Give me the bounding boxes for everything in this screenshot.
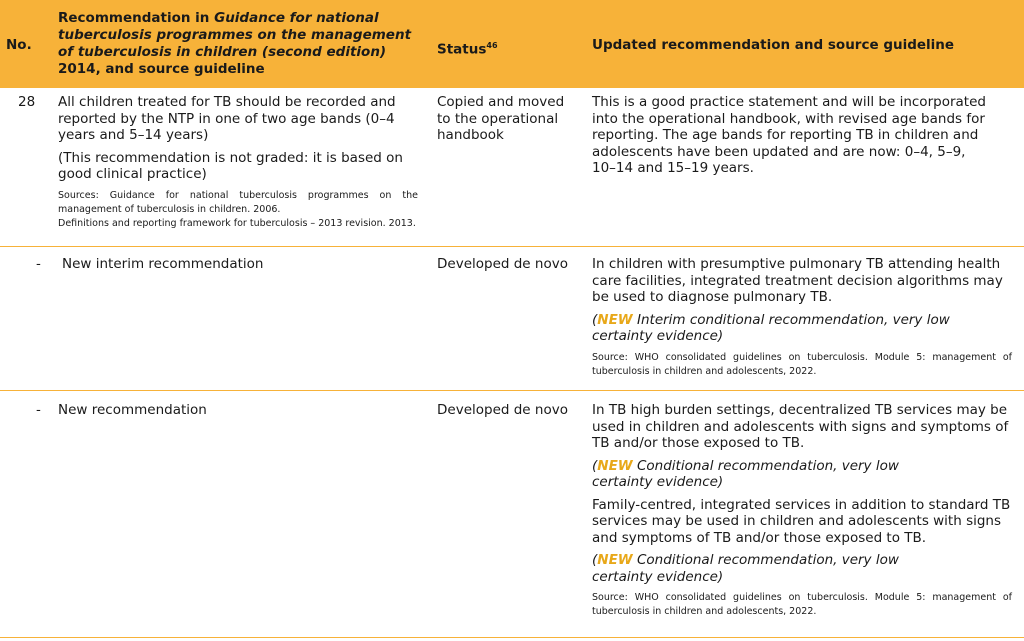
header-status: Status$^{46}$ bbox=[437, 41, 498, 58]
row-recommendation: New interim recommendation bbox=[62, 256, 264, 272]
row-status: Copied and moved to the operational handbook bbox=[437, 94, 565, 143]
row-separator bbox=[0, 246, 1024, 247]
row-separator bbox=[0, 637, 1024, 638]
row-updated bbox=[592, 402, 1012, 619]
new-badge: NEW bbox=[597, 552, 633, 568]
updated-text: In children with presumptive pulmonary TB attending health care facilities, integrated treatment decision algorithms may be used to diagnose pulmonary TB. bbox=[592, 256, 1003, 305]
header-updated: Updated recommendation and source guideline bbox=[592, 37, 955, 53]
row-separator bbox=[0, 390, 1024, 391]
row-updated bbox=[592, 256, 1012, 379]
source-citation: Source: WHO consolidated guidelines on tuberculosis. Module 5: management of tuberculosis in children and adolescents, 2022. bbox=[592, 351, 1012, 377]
new-badge: NEW bbox=[597, 457, 633, 474]
row-recommendation: New recommendation bbox=[58, 402, 207, 418]
updated-text-1: In TB high burden settings, decentralized TB services may be used in children and adolescents with signs and symptoms of TB and/or those exposed to TB. bbox=[592, 402, 1009, 451]
header-recommendation: Recommendation in Guidance for national tuberculosis programmes on the management of tuberculosis in children (second edition) 2014, and source guideline bbox=[58, 10, 412, 77]
evidence-grade-1: (NEW Conditional recommendation, very low certainty evidence) bbox=[592, 457, 899, 490]
row-status: Developed de novo bbox=[437, 402, 568, 418]
row-no: 28 bbox=[18, 94, 36, 110]
evidence-grade: (NEW Interim conditional recommendation, very low certainty evidence) bbox=[592, 311, 950, 344]
table-row bbox=[0, 88, 1024, 246]
source-citation: Source: WHO consolidated guidelines on tuberculosis. Module 5: management of tuberculosis in children and adolescents, 2022. bbox=[592, 592, 1012, 617]
row-no: - bbox=[36, 256, 41, 272]
table-row bbox=[0, 392, 1024, 637]
recommendation-note: (This recommendation is not graded: it is based on good clinical practice) bbox=[58, 149, 403, 182]
row-recommendation bbox=[58, 94, 418, 231]
row-no: - bbox=[36, 402, 41, 418]
evidence-grade-2: (NEW Conditional recommendation, very low certainty evidence) bbox=[592, 552, 899, 585]
updated-text-2: Family-centred, integrated services in addition to standard TB services may be used in children and adolescents with signs and symptoms of TB and/or those exposed to TB. bbox=[592, 496, 1011, 546]
row-updated: This is a good practice statement and will be incorporated into the operational handbook, with revised age bands for reporting. The age bands for reporting TB in children and adolescents have been updated and are now: 0–4, 5–9, 10–14 and 15–19 years. bbox=[592, 94, 986, 176]
row-status: Developed de novo bbox=[437, 256, 568, 272]
table-header bbox=[0, 0, 1024, 88]
table-row bbox=[0, 248, 1024, 390]
sources-line-1: Sources: Guidance for national tuberculosis programmes on the management of tuberculosis in children. 2006. bbox=[58, 189, 418, 215]
new-badge: NEW bbox=[597, 311, 633, 328]
recommendation-text: All children treated for TB should be recorded and reported by the NTP in one of two age bands (0–4 years and 5–14 years) bbox=[58, 94, 396, 143]
header-no: No. bbox=[6, 37, 32, 53]
sources-line-2: Definitions and reporting framework for tuberculosis – 2013 revision. 2013. bbox=[58, 217, 416, 229]
